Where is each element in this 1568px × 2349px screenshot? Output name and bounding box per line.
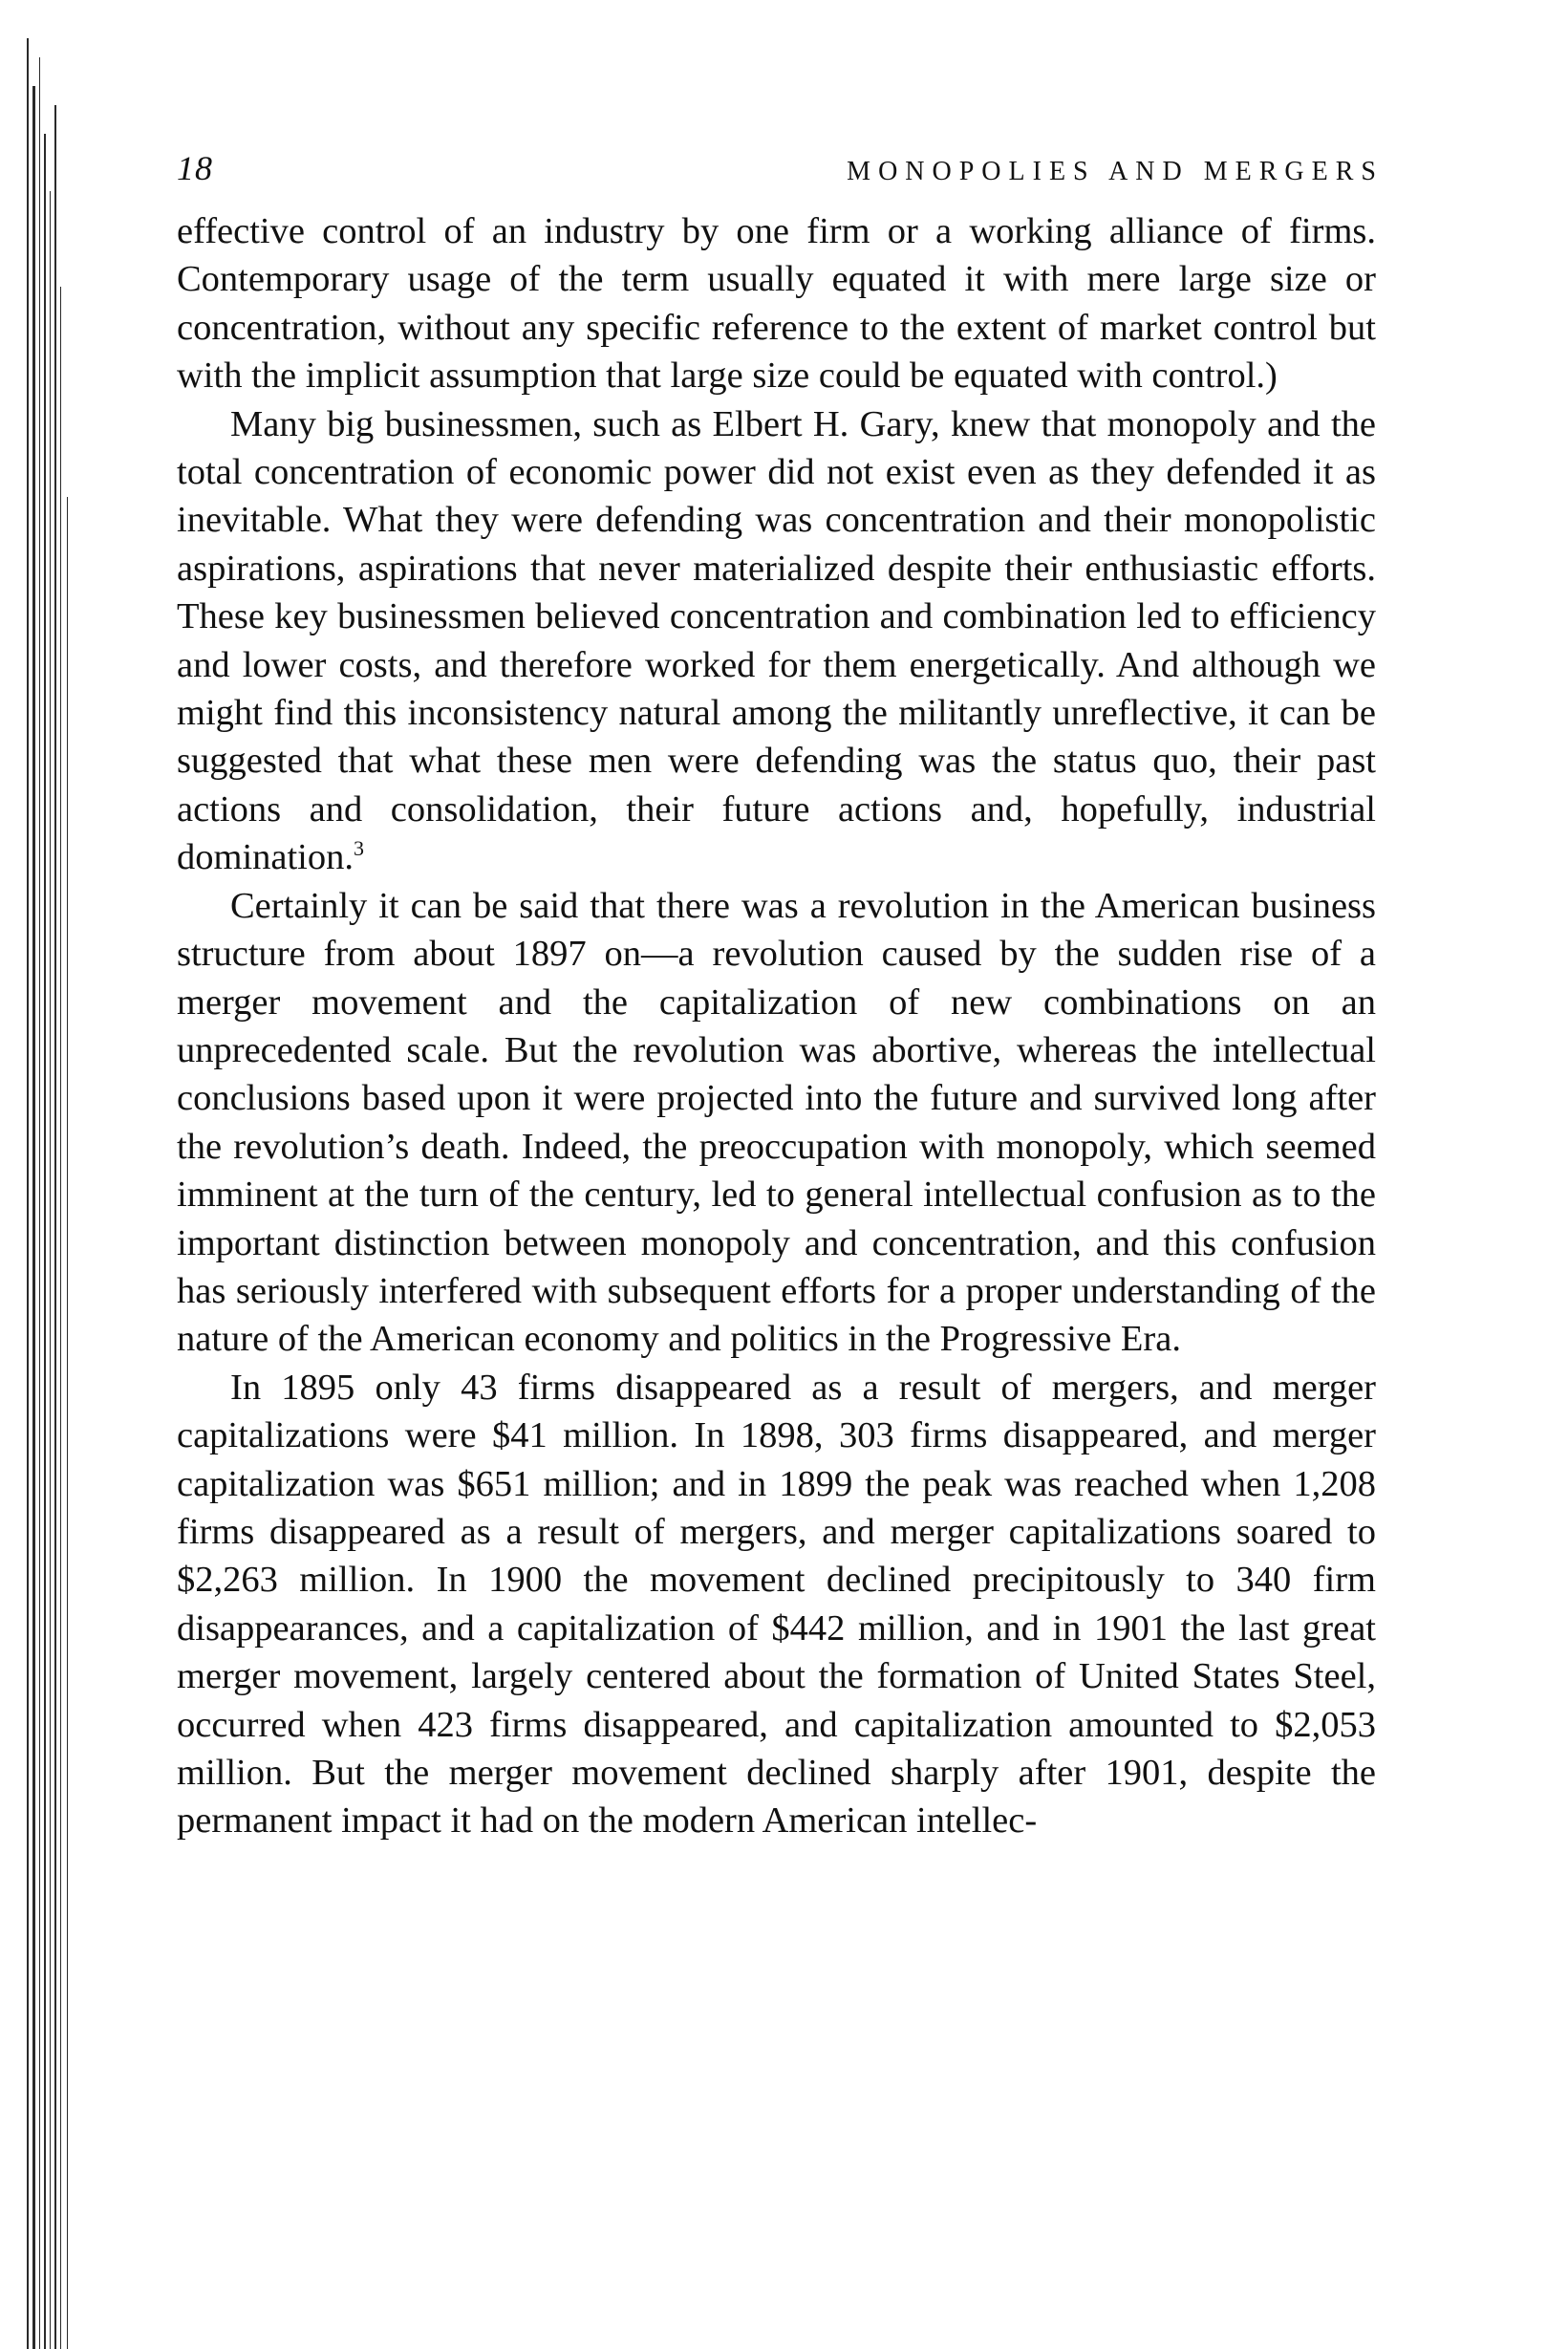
paragraph-3: Certainly it can be said that there was a revolution in the American business structure from about 1897 on—a revolution caused by the sudden rise of a merger movement and the capitalization of new combinations on an unprecedented scale. But the revolution was abortive, whereas the intellectual conclusions based upon it were projected into the future and survived long after the revolution’s death. Indeed, the preoccupation with monopoly, which seemed imminent at the turn of the century, led to general intellectual confusion as to the important distinction between monopoly and concentration, and this confusion has seriously interfered with subsequent efforts for a proper understanding of the nature of the American economy and politics in the Progressive Era. bbox=[177, 885, 1376, 1360]
page-number: 18 bbox=[177, 149, 213, 187]
footnote-reference: 3 bbox=[354, 836, 364, 861]
running-head bbox=[177, 148, 1384, 207]
paragraph-1: effective control of an industry by one firm or a working alliance of firms. Contemporary usage of the term usually equated it with mere large size or concentration, without any specific reference to the extent of market control but with the implicit assumption that large size could be equated with control.) bbox=[177, 211, 1376, 397]
running-title: MONOPOLIES AND MERGERS bbox=[847, 157, 1384, 186]
scan-binding-edge bbox=[0, 0, 91, 2349]
body-text bbox=[177, 207, 1376, 1845]
book-page bbox=[177, 148, 1384, 1845]
paragraph-2-text: Many big businessmen, such as Elbert H. Gary, knew that monopoly and the total concentration of economic power did not exist even as they defended it as inevitable. What they were defending was concentration and their monopolistic aspirations, aspirations that never materialized despite their enthusiastic efforts. These key businessmen believed concentration and combination led to efficiency and lower costs, and therefore worked for them energetically. And although we might find this inconsistency natural among the militantly unreflective, it can be suggested that what these men were defending was the status quo, their past actions and consolidation, their future actions and, hopefully, industrial domination. bbox=[177, 403, 1376, 878]
paragraph-2 bbox=[177, 400, 1376, 882]
paragraph-4: In 1895 only 43 firms disappeared as a result of mergers, and merger capitalizations were $41 million. In 1898, 303 firms disappeared, and merger capitalization was $651 million; and in 1899 the peak was reached when 1,208 firms disappeared as a result of mergers, and merger capitalizations soared to $2,263 million. In 1900 the movement declined precipitously to 340 firm disappearances, and a capitalization of $442 million, and in 1901 the last great merger movement, largely centered about the formation of United States Steel, occurred when 423 firms disappeared, and capitalization amounted to $2,053 million. But the merger movement declined sharply after 1901, despite the permanent impact it had on the modern American intellec- bbox=[177, 1367, 1376, 1842]
